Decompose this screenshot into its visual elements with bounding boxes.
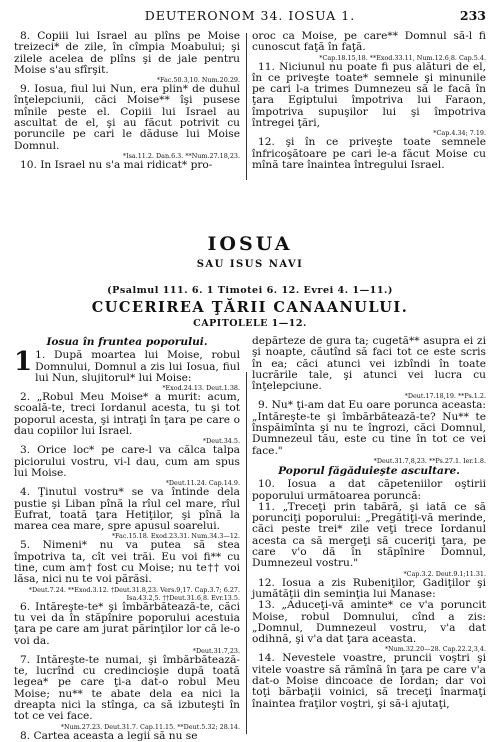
cross-reference: *Num.27.23. Deut.31.7. Cap.11.15. **Deut.5.32; 28.14. <box>60 722 240 731</box>
cross-reference: *Exod.24.13. Deut.1.38. <box>162 384 240 393</box>
verse: 10. Iosua a dat căpeteniilor oştirii poporului următoarea poruncă: <box>252 478 486 502</box>
verse: 9. Nu* ţi-am dat Eu oare porunca aceasta: „Intăreşte-te şi îmbărbătează-te? Nu** te înspăimînta şi nu te îngrozi, căci Domnul, Dumnezeul tău, este cu tine în tot ce vei face." <box>252 399 486 457</box>
cross-reference: *Cap.4.34; 7.19. <box>433 129 486 138</box>
cross-reference: *Cap.3.2. Deut.9.1;11.31. <box>403 569 486 578</box>
cross-reference: *Deut.17.18,19. **Ps.1.2. <box>404 392 486 401</box>
cross-reference: *Deut.31.7,23. <box>192 646 240 655</box>
joshua-right-column <box>252 336 486 710</box>
verse: 8. Cartea aceasta a legii să nu se <box>20 729 198 742</box>
verse: 10. In Israel nu s'a mai ridicat* pro- <box>20 158 213 171</box>
running-header <box>0 8 500 24</box>
cross-reference: *Deut.7.24. **Exod.3.12. †Deut.31.8,23. Vers.9,17. Cap.3.7; 6.27. Isa.43.2,5. ††Deut.31.6,8. Evr.13.5. <box>28 585 240 602</box>
pericope-heading: Poporul făgăduieşte ascultare. <box>278 464 460 477</box>
cross-reference: *Deut.11.24. Cap.14.9. <box>165 479 240 488</box>
verse: depărteze de gura ta; cugetă** asupra ei zi şi noapte, căutînd să faci tot ce este scris în ea; căci atunci vei izbîndi în toate lucrările tale, şi atunci vei lucra cu înţelepciune. <box>252 335 486 393</box>
page-number: 233 <box>459 8 486 23</box>
verse: 8. Copiii lui Israel au plîns pe Moise treizeci* de zile, în cîmpia Moabului; şi zilele acelea de plîns şi de jale pentru Moise s'au sfîrşit. <box>14 30 240 76</box>
verse: 12. Iosua a zis Rubeniţilor, Gadiţilor şi jumătăţii din seminţia lui Manase: <box>252 576 486 600</box>
cross-reference: *Deut.34.5. <box>202 437 240 446</box>
cross-reference: *Cap.18.15,18. **Exod.33.11, Num.12.6,8. Cap.5.4. <box>319 53 486 62</box>
cross-reference: *Deut.31.7,8,23. **Ps.27.1. Ier.1.8. <box>373 456 486 465</box>
verse: 4. Ţinutul vostru* se va întinde dela pustie şi Liban pînă la rîul cel mare, rîul Eufrat, toată ţara Hetiţilor, şi pînă la marea cea mare, spre apusul soarelui. <box>14 486 240 533</box>
verse: oroc ca Moise, pe care** Domnul să-l fi cunoscut faţă în faţă. <box>252 30 486 54</box>
chapter-number: 1 <box>14 347 33 378</box>
book-references: (Psalmul 111. 6. 1 Timotei 6. 12. Evrei 4. 1—11.) <box>107 285 393 296</box>
verse: 5. Nimeni* nu va putea să stea împotriva ta, cît vei trăi. Eu voi fi** cu tine, cum am† fost cu Moise; nu te†† voi lăsa, nici nu te voi părăsi. <box>14 539 240 586</box>
cross-reference: *Num.32.20—28. Cap.22.2,3,4. <box>384 645 486 654</box>
verse: 11. „Treceţi prin tabără, şi iată ce să porunciţi poporului: „Pregătiţi-vă merinde, căci peste trei* zile veţi trece Iordanul acesta ca să mergeţi să cuceriţi ţara, pe care v'o dă în stăpînire Domnul, Dumnezeul vostru." <box>252 500 486 570</box>
column-divider <box>246 372 247 734</box>
pericope-heading: Iosua în fruntea poporului. <box>46 336 208 348</box>
deuteronomy-left-column <box>14 31 240 171</box>
column-divider <box>246 33 247 180</box>
verse: 9. Iosua, fiul lui Nun, era plin* de duhul înţelepciunii, căci Moise** îşi pusese mînile peste el. Copiii lui Israel au ascultat de el, şi au făcut potrivit cu poruncile pe cari le dăduse lui Moise Domnul. <box>14 83 240 152</box>
verse: 6. Intăreşte-te* şi îmbărbătează-te, căci tu vei da în stăpînire poporului acestuia ţara pe care am jurat părinţilor lor că le-o voi da. <box>14 600 240 647</box>
cross-reference: *Fac.15.18. Exod.23.31. Num.34.3—12. <box>111 532 240 541</box>
verse: 14. Nevestele voastre, pruncii voştri şi vitele voastre să rămînă în ţara pe care v'a dat-o Moise dincoace de Iordan; dar voi toţi bărbaţii voinici, să treceţi înarmaţi înaintea fraţilor voştri, şi să-i ajutaţi, <box>252 652 486 710</box>
verse: 3. Orice loc* pe care-l va călca talpa piciorului vostru, vi-l dau, cum am spus lui Moise. <box>14 444 240 479</box>
book-subtitle: SAU ISUS NAVI <box>196 259 304 270</box>
book-title: IOSUA <box>207 233 293 255</box>
chapter-range: CAPITOLELE 1—12. <box>193 318 307 329</box>
verse: 2. „Robul Meu Moise* a murit: acum, scoală-te, treci Iordanul acesta, tu şi tot poporul acesta, şi intraţi în ţara pe care o dau copiilor lui Israel. <box>14 391 240 438</box>
cross-reference: *Isa.11.2. Dan.6.3. **Num.27.18,23. <box>122 151 240 160</box>
verse: 1 1. După moartea lui Moise, robul Domnului, Domnul a zis lui Iosua, fiul lui Nun, slujitorul* lui Moise: <box>14 347 240 384</box>
verse: 11. Niciunul nu poate fi pus alături de el, în ce priveşte toate* semnele şi minunile pe cari l-a trimes Dumnezeu să le facă în ţara Egiptului împotriva lui Faraon, împotriva supuşilor lui şi împotriva întregei ţări, <box>252 60 486 130</box>
cross-reference: *Fac.50.3,10. Num.20.29. <box>156 76 240 85</box>
section-title: CUCERIREA ŢĂRII CANAANULUI. <box>91 299 409 316</box>
deuteronomy-right-column <box>252 31 486 171</box>
header-title: DEUTERONOM 34. IOSUA 1. <box>144 8 356 23</box>
verse: 7. Intăreşte-te numai, şi îmbărbătează-te, lucrînd cu credincioşie după toată legea* pe care ţi-a dat-o robul Meu Moise; nu** te abate dela ea nici la dreapta nici la stînga, ca să izbuteşti în tot ce vei face. <box>14 653 240 723</box>
verse: 13. „Aduceţi-vă aminte* ce v'a poruncit Moise, robul Domnului, cînd a zis: „Domnul, Dumnezeul vostru, v'a dat odihnă, şi v'a dat ţara aceasta. <box>252 599 486 646</box>
verse: 12. şi în ce priveşte toate semnele înfricoşătoare pe cari le-a făcut Moise cu mînă tare înaintea întregului Israel. <box>252 136 486 171</box>
joshua-left-column <box>14 336 240 742</box>
